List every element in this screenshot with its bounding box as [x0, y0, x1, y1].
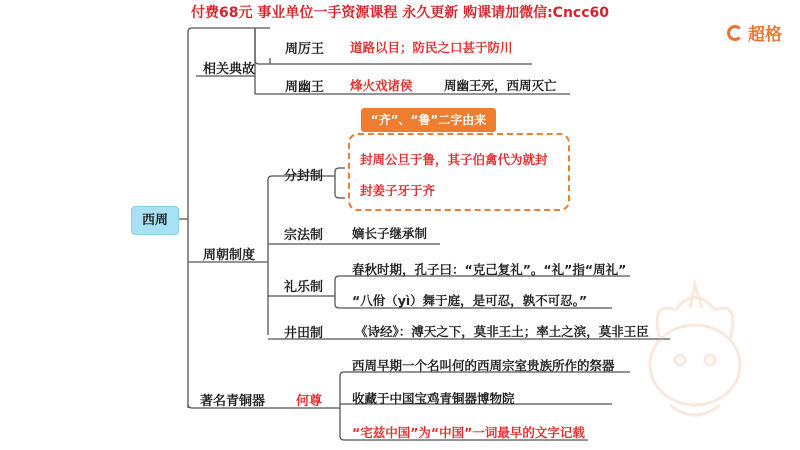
node-fenfeng: 分封制: [284, 169, 324, 184]
branch-famous-bronzes: 著名青铜器: [200, 394, 266, 409]
story-zhou-you-wang: 烽火戏诸侯: [350, 78, 413, 93]
liyue-item-confucius: 春秋时期，孔子曰：“克己复礼”。“礼”指“周礼”: [352, 262, 627, 277]
fenfeng-tag: “齐”、“鲁”二字由来: [361, 108, 496, 132]
liyue-item-bayi: “八佾（yì）舞于庭，是可忍，孰不可忍。”: [352, 293, 588, 308]
promo-banner: 付费68元 事业单位一手资源课程 永久更新 购课请加微信:Cncc60: [190, 5, 610, 21]
brand-logo-text: 超格: [748, 25, 782, 45]
fenfeng-item-lu: 封周公旦于鲁，其子伯禽代为就封: [360, 152, 548, 167]
branch-zhou-systems: 周朝制度: [203, 248, 256, 263]
unicorn-mascot-watermark: [630, 280, 760, 430]
node-he-zun: 何尊: [296, 394, 323, 409]
result-zhou-you-wang: 周幽王死，西周灭亡: [444, 78, 557, 93]
fenfeng-item-qi: 封姜子牙于齐: [360, 183, 436, 198]
branch-related-stories: 相关典故: [203, 62, 256, 77]
node-liyue: 礼乐制: [284, 280, 324, 295]
node-jingtian: 井田制: [284, 326, 324, 341]
zongfa-item: 嫡长子继承制: [352, 226, 428, 241]
node-zhou-li-wang: 周厉王: [285, 42, 325, 57]
he-zun-item-museum: 收藏于中国宝鸡青铜器博物院: [352, 391, 515, 406]
he-zun-item-china: “宅兹中国”为“中国”一词最早的文字记载: [352, 425, 585, 440]
story-zhou-li-wang: 道路以目；防民之口甚于防川: [350, 40, 513, 55]
node-zhou-you-wang: 周幽王: [285, 80, 325, 95]
jingtian-item: 《诗经》：溥天之下，莫非王土；率土之滨，莫非王臣: [355, 324, 649, 339]
root-node: 西周: [131, 206, 179, 235]
node-zongfa: 宗法制: [284, 228, 324, 243]
fenfeng-highlight-box: [348, 133, 570, 211]
he-zun-item-origin: 西周早期一个名叫何的西周宗室贵族所作的祭器: [352, 358, 615, 373]
